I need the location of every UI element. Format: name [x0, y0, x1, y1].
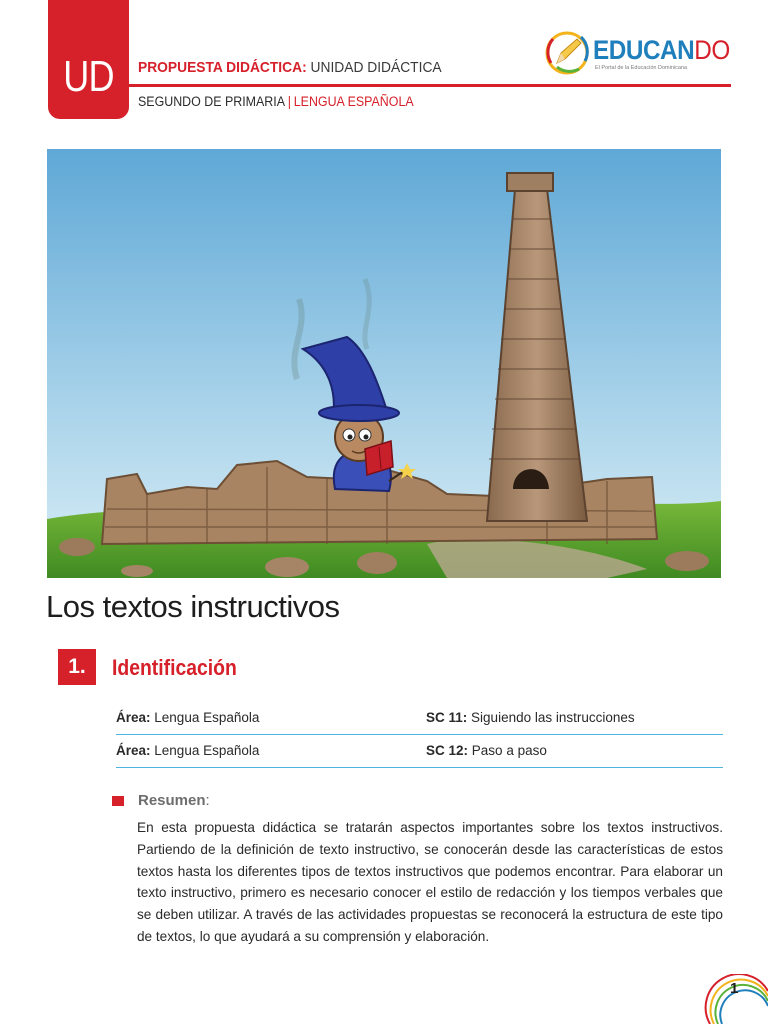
header-divider: [129, 84, 731, 87]
identification-row: [116, 702, 723, 735]
sc-cell: [426, 743, 547, 758]
header-title: [138, 59, 442, 76]
header-subtitle: [138, 94, 414, 109]
brand-main: EDUCAN: [593, 35, 695, 65]
header-subject: LENGUA ESPAÑOLA: [293, 94, 414, 109]
ud-tab-label: UD: [63, 52, 114, 101]
sc-label: SC 12:: [426, 743, 469, 758]
header-title-prefix: PROPUESTA DIDÁCTICA:: [138, 59, 307, 76]
brand-accent: DO: [694, 35, 730, 65]
ud-tab: [48, 0, 129, 119]
pencil-circle-icon: [543, 27, 591, 79]
summary-text: En esta propuesta didáctica se tratarán aspectos importantes sobre los textos instructivos. Partiendo de la definición de texto instructivo, se conocerán desde las características de estos textos hasta los diferentes tipos de textos instructivos que podemos encontrar. Para elaborar un texto instructivo, primero es necesario conocer el estilo de redacción y los tiempos verbales que se deben utilizar. A través de las actividades propuestas se reconocerá la estructura de este tipo de textos, lo que ayudará a su comprensión y elaboración.: [137, 820, 723, 944]
page-number-badge: [704, 974, 768, 1024]
page-number: 1: [730, 980, 739, 997]
brand-tagline: El Portal de la Educación Dominicana: [595, 65, 688, 71]
header-grade: SEGUNDO DE PRIMARIA: [138, 94, 285, 109]
section-title: Identificación: [112, 655, 237, 680]
area-value: Lengua Española: [154, 743, 260, 758]
area-label: Área:: [116, 743, 151, 758]
area-cell: [116, 710, 259, 725]
sc-value: Paso a paso: [471, 743, 547, 758]
sc-value: Siguiendo las instrucciones: [471, 710, 635, 725]
wizard-ruins-illustration: [47, 149, 721, 578]
brand-name: [593, 35, 730, 66]
summary-label: [138, 792, 210, 809]
area-label: Área:: [116, 710, 151, 725]
identification-table: [116, 702, 723, 768]
sc-cell: [426, 710, 635, 725]
summary-bullet-icon: [112, 796, 124, 806]
summary-label-text: Resumen: [138, 792, 206, 809]
hero-illustration: [47, 149, 721, 578]
sc-label: SC 11:: [426, 710, 468, 725]
area-cell: [116, 743, 259, 758]
summary-label-colon: :: [205, 792, 210, 809]
educando-logo: [543, 27, 733, 79]
identification-row: [116, 735, 723, 768]
document-title: Los textos instructivos: [46, 589, 340, 624]
header-title-suffix: UNIDAD DIDÁCTICA: [310, 59, 442, 76]
area-value: Lengua Española: [154, 710, 260, 725]
section-number: 1.: [58, 649, 96, 685]
header-separator: |: [287, 94, 291, 109]
